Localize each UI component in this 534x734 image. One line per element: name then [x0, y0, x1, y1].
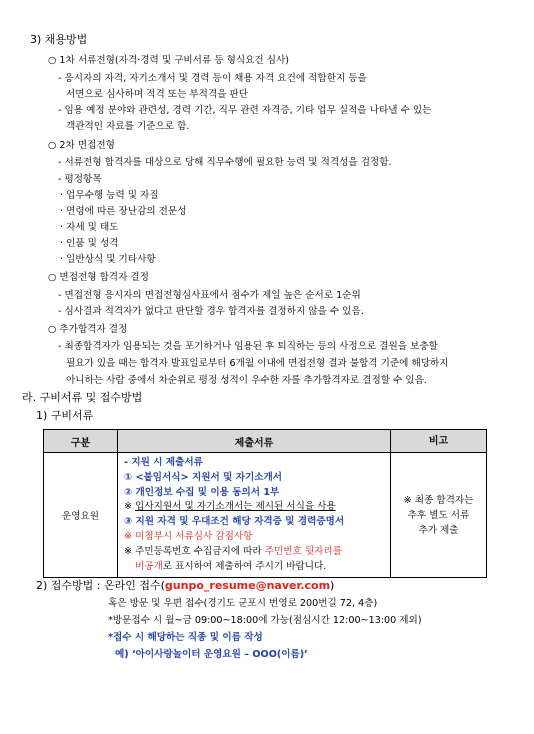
doc-line-mark: ※: [124, 501, 136, 513]
note-line: 추가 제출: [418, 524, 459, 536]
doc-line: ③ 지원 자격 및 우대조건 해당 자격증 및 경력증명서: [124, 516, 345, 528]
receipt-line-3: *방문접수 시 월~금 09:00~18:00에 가능(점심시간 12:00~13:00 제외): [108, 615, 422, 626]
eval-item: · 자세 및 태도: [60, 222, 119, 233]
doc-line-part: ※ 주민등록번호 수집금지에 따라: [124, 545, 265, 557]
receipt-line-5: 예) ‘아이사랑놀이터 운영요원 – OOO(이름)’: [115, 649, 308, 660]
stage2-bullet-1: - 서류전형 합격자를 대상으로 당해 직무수행에 필요한 능력 및 적격성을 검정함.: [58, 157, 392, 168]
doc-line: - 지원 시 제출서류: [124, 457, 203, 468]
pass-bullet-2: - 심사결과 적격자가 없다고 판단할 경우 합격자를 결정하지 않을 수 있음.: [58, 306, 364, 317]
note-line: ※ 최종 합격자는: [403, 494, 474, 506]
doc-line-underlined: 입사지원서 및 자기소개서는 제시된 서식을 사용: [135, 501, 336, 513]
receipt-label: 2) 접수방법 : 온라인 접수(: [36, 579, 165, 592]
table-header-row: [44, 430, 487, 453]
stage1-bullet-1a: - 응시자의 자격, 자기소개서 및 경력 등이 채용 자격 요건에 적합한지 등을: [58, 73, 367, 84]
receipt-line-2: 혹은 방문 및 우편 접수(경기도 군포시 번영로 200번길 72, 4층): [108, 598, 378, 609]
extra-line-3: 아니하는 사람 중에서 차순위로 평정 성적이 우수한 자를 추가합격자로 결정할 수 있음.: [66, 375, 427, 386]
stage1-bullet-2a: - 임용 예정 분야와 관련성, 경력 기간, 직무 관련 자격증, 기타 업무 실적을 나타낼 수 있는: [58, 105, 432, 116]
pass-bullet-1: - 면접전형 응시자의 면접전형심사표에서 점수가 제일 높은 순서로 1순위: [58, 290, 361, 301]
eval-item: · 인품 및 성격: [60, 238, 119, 249]
doc-line: [124, 500, 384, 515]
documents-table: [43, 429, 487, 578]
doc-line: ※ 미첨부시 서류심사 감점사항: [124, 530, 253, 542]
stage2-heading: ○ 2차 면접전형: [48, 140, 115, 151]
docs-subtitle: 1) 구비서류: [36, 409, 94, 422]
doc-line: [124, 560, 384, 575]
pass-heading: ○ 면접전형 합격자 결정: [48, 272, 149, 283]
section-3-title: 3) 채용방법: [30, 33, 88, 46]
receipt-email[interactable]: gunpo_resume@naver.com: [164, 579, 331, 592]
eval-item: · 연령에 따른 장난감의 전문성: [60, 206, 187, 217]
doc-line: ① <붙임서식> 지원서 및 자기소개서: [124, 471, 283, 483]
receipt-paren: ): [330, 579, 335, 592]
stage1-bullet-1b: 서면으로 심사하며 적격 또는 부적격을 판단: [66, 89, 249, 100]
extra-heading: ○ 추가합격자 결정: [48, 324, 128, 335]
extra-line-1: - 최종합격자가 임용되는 것을 포기하거나 임용된 후 퇴직하는 등의 사정으로 결원을 보충할: [58, 341, 438, 352]
doc-line: [124, 545, 384, 560]
doc-line-red: 주민번호 뒷자리를: [264, 545, 342, 557]
doc-line-red: 비공개: [135, 560, 163, 572]
documents-cell: [118, 453, 391, 578]
header-category: 구분: [44, 430, 118, 453]
note-line: 추후 별도 서류: [407, 509, 470, 521]
header-note: 비고: [391, 430, 487, 453]
doc-line-part: 로 표시하여 제출하여 주시기 바랍니다.: [162, 560, 327, 572]
receipt-line-4: *접수 시 해당하는 직종 및 이름 작성: [108, 632, 263, 643]
stage1-heading: ○ 1차 서류전형(자격·경력 및 구비서류 등 형식요건 심사): [48, 55, 289, 66]
doc-line: ② 개인정보 수집 및 이용 동의서 1부: [124, 486, 280, 498]
header-documents: 제출서류: [118, 430, 391, 453]
stage1-bullet-2b: 객관적인 자료를 기준으로 함.: [66, 121, 190, 132]
extra-line-2: 필요가 있을 때는 합격자 발표일로부터 6개월 이내에 면접전형 결과 불합격 기준에 해당하지: [66, 358, 449, 369]
stage2-bullet-2: - 평정항목: [58, 174, 102, 185]
note-cell: [391, 453, 487, 578]
eval-item: · 일반상식 및 기타사항: [60, 254, 156, 265]
receipt-line-1: [36, 579, 334, 592]
table-row: [44, 453, 487, 578]
eval-item: · 업무수행 능력 및 자질: [60, 190, 159, 201]
category-cell: 운영요원: [44, 453, 118, 578]
section-la-title: 라. 구비서류 및 접수방법: [22, 391, 143, 404]
